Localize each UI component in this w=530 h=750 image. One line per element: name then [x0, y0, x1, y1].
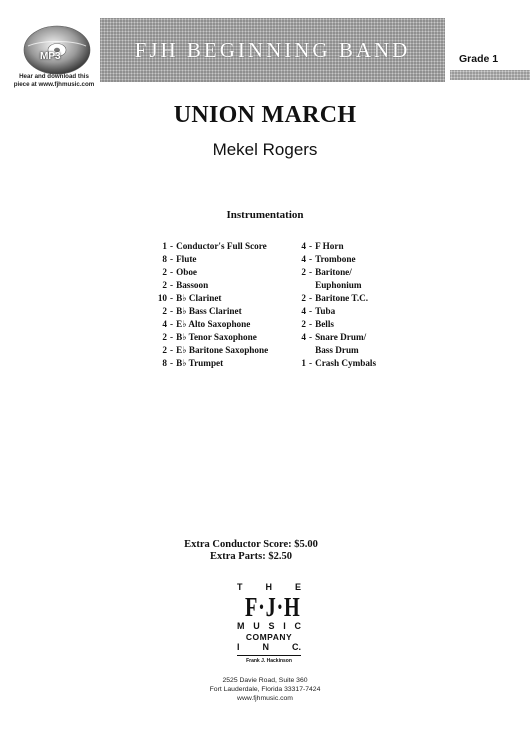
instrument-separator: -: [309, 319, 313, 329]
instrument-quantity: 4: [301, 332, 306, 342]
instrument-name: E♭ Baritone Saxophone: [176, 345, 269, 355]
logo-music-m: M: [237, 621, 245, 631]
logo-rule: [237, 655, 301, 656]
mp3-badge: MP3: [40, 51, 61, 62]
instrument-separator: -: [170, 358, 174, 368]
instrument-name: Crash Cymbals: [315, 358, 377, 368]
instrument-name: Conductor's Full Score: [176, 241, 267, 251]
instrument-quantity: 4: [301, 254, 306, 264]
instrumentation-heading: Instrumentation: [226, 209, 304, 221]
logo-founder: Frank J. Hackinson: [246, 658, 292, 664]
instrument-quantity: 2: [162, 332, 167, 342]
instrument-quantity: 2: [301, 319, 306, 329]
instrument-separator: -: [309, 254, 313, 264]
instrument-row: [146, 292, 268, 305]
instrument-row: [146, 318, 268, 331]
instrument-quantity: 2: [162, 345, 167, 355]
logo-music-c: C: [294, 621, 301, 631]
grade-label: Grade 1: [459, 53, 499, 65]
instrument-separator: -: [170, 267, 174, 277]
instrument-name: Flute: [176, 254, 197, 264]
series-title: FJH BEGINNING BAND: [134, 37, 411, 62]
instrument-name: B♭ Bass Clarinet: [176, 306, 242, 316]
extra-parts-price: Extra Parts: $2.50: [210, 551, 292, 562]
instrument-row: [298, 266, 376, 292]
instrument-name: Baritone T.C.: [315, 293, 369, 303]
instrument-row: [146, 344, 268, 357]
logo-music-u: U: [253, 621, 260, 631]
instrument-row: [146, 253, 268, 266]
instrument-separator: -: [170, 280, 174, 290]
mp3-caption-line2: piece at www.fjhmusic.com: [13, 81, 95, 88]
address-line2: Fort Lauderdale, Florida 33317-7424: [209, 686, 321, 693]
logo-fjh: F·J·H: [245, 592, 301, 622]
instrument-row: [298, 357, 376, 370]
logo-music: [237, 621, 301, 632]
instrument-quantity: 2: [162, 267, 167, 277]
instrument-name: Trombone: [315, 254, 356, 264]
logo-company: COMPANY: [245, 632, 293, 642]
instrument-separator: -: [170, 332, 174, 342]
instrument-row: [146, 357, 268, 370]
instrument-name: B♭ Clarinet: [176, 293, 222, 303]
instrument-quantity: 4: [162, 319, 167, 329]
piece-title: UNION MARCH: [173, 102, 357, 128]
instrument-quantity: 4: [301, 241, 306, 251]
logo-the-h: H: [265, 582, 272, 592]
instrument-quantity: 8: [162, 254, 167, 264]
logo-inc-i: I: [237, 642, 240, 652]
instrument-name: Bells: [315, 319, 334, 329]
instrument-quantity: 1: [162, 241, 167, 251]
instrument-separator: -: [309, 267, 313, 277]
instrument-row: [298, 240, 376, 253]
instrument-quantity: 4: [301, 306, 306, 316]
instrument-separator: -: [309, 241, 313, 251]
instrument-quantity: 2: [301, 293, 306, 303]
instrument-separator: -: [170, 306, 174, 316]
instrument-name: E♭ Alto Saxophone: [176, 319, 251, 329]
instrument-row: [298, 331, 376, 357]
instrument-separator: -: [170, 293, 174, 303]
logo-inc-n: N: [262, 642, 269, 652]
instrument-name: B♭ Trumpet: [176, 358, 224, 368]
logo-the-e: E: [294, 582, 301, 592]
instrument-name: Bassoon: [176, 280, 209, 290]
logo-inc-c: C.: [291, 642, 301, 652]
instrument-quantity: 8: [162, 358, 167, 368]
instrument-separator: -: [309, 293, 313, 303]
instrument-name: Baritone/ Euphonium: [315, 267, 362, 290]
instrument-quantity: 2: [162, 280, 167, 290]
instrument-row: [298, 318, 376, 331]
instrument-row: [146, 305, 268, 318]
instrument-name: B♭ Tenor Saxophone: [176, 332, 257, 342]
instrument-row: [146, 266, 268, 279]
instrument-row: [146, 279, 268, 292]
instrument-separator: -: [170, 254, 174, 264]
instrument-quantity: 1: [301, 358, 306, 368]
series-banner: [100, 18, 445, 82]
instrument-quantity: 10: [157, 293, 167, 303]
mp3-caption: [2, 73, 106, 89]
instrument-separator: -: [309, 332, 313, 342]
logo-inc: [237, 642, 301, 653]
logo-the-t: T: [237, 582, 243, 592]
instrument-name: Tuba: [315, 306, 336, 316]
price-block: [0, 539, 530, 563]
publisher-website: www.fjhmusic.com: [237, 695, 293, 702]
instrument-separator: -: [309, 306, 313, 316]
instrumentation-list-right: [298, 240, 376, 370]
instrument-name: F Horn: [315, 241, 344, 251]
publisher-logo: [237, 582, 301, 665]
mp3-cd-icon: [22, 20, 92, 76]
instrument-row: [298, 292, 376, 305]
instrument-name: Oboe: [176, 267, 197, 277]
instrument-quantity: 2: [162, 306, 167, 316]
instrument-quantity: 2: [301, 267, 306, 277]
composer-name: Mekel Rogers: [212, 140, 318, 159]
logo-music-s: S: [268, 621, 275, 631]
instrument-separator: -: [170, 345, 174, 355]
instrumentation-list-left: [146, 240, 268, 370]
instrument-separator: -: [170, 319, 174, 329]
instrument-row: [146, 331, 268, 344]
publisher-address: [0, 676, 530, 703]
instrument-separator: -: [309, 358, 313, 368]
instrument-separator: -: [170, 241, 174, 251]
instrument-name: Snare Drum/ Bass Drum: [315, 332, 367, 355]
address-line1: 2525 Davie Road, Suite 360: [222, 677, 308, 684]
mp3-caption-line1: Hear and download this: [19, 73, 89, 80]
grade-bar: [450, 70, 530, 80]
extra-score-price: Extra Conductor Score: $5.00: [184, 539, 318, 550]
instrument-row: [298, 253, 376, 266]
instrument-row: [298, 305, 376, 318]
logo-music-i: I: [283, 621, 286, 631]
instrument-row: [146, 240, 268, 253]
